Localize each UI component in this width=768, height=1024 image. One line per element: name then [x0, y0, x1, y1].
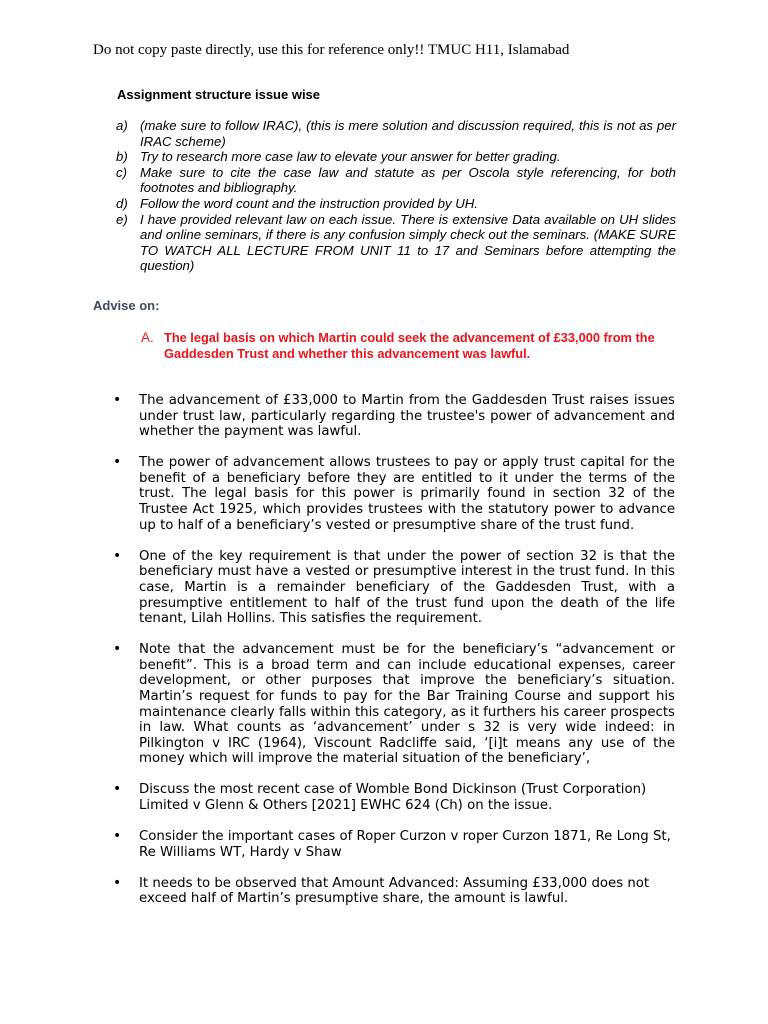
- structure-item-marker: b): [116, 149, 128, 165]
- issue-a-marker: A.: [141, 330, 154, 345]
- header-note: Do not copy paste directly, use this for reference only!! TMUC H11, Islamabad: [93, 42, 570, 58]
- structure-item-text: (make sure to follow IRAC), (this is mere solution and discussion required, this is not as per IRAC scheme): [140, 118, 676, 149]
- bullet-icon: •: [113, 547, 122, 564]
- bullet-text: One of the key requirement is that under the power of section 32 is that the beneficiary must have a vested or presumptive interest in the trust fund. In this case, Martin is a remainder beneficiary of the Gaddesden Trust, with a presumptive entitlement to half of the trust fund upon the death of the life tenant, Lilah Hollins. This satisfies the requirement.: [139, 548, 675, 627]
- bullet-text: The power of advancement allows trustees to pay or apply trust capital for the benefit of a beneficiary before they are entitled to it under the terms of the trust. The legal basis for this power is primarily found in section 32 of the Trustee Act 1925, which provides trustees with the statutory power to advance up to half of a beneficiary’s vested or presumptive share of the trust fund.: [139, 455, 675, 533]
- structure-item-marker: e): [116, 211, 128, 227]
- bullet-item: [113, 642, 675, 767]
- structure-item-marker: d): [116, 195, 128, 211]
- bullet-item: [113, 549, 675, 627]
- structure-item-text: I have provided relevant law on each issue. There is extensive Data available on UH slides and online seminars, if there is any confusion simply check out the seminars. (MAKE SURE TO WATCH ALL LECTURE FROM UNIT 11 to 17 and Seminars before attempting the question): [140, 211, 676, 274]
- structure-item: [116, 196, 676, 212]
- structure-item-text: Try to research more case law to elevate your answer for better grading.: [140, 149, 561, 165]
- bullet-icon: •: [113, 781, 122, 798]
- structure-heading: Assignment structure issue wise: [117, 87, 321, 102]
- structure-item: [116, 212, 676, 274]
- bullet-text: Consider the important cases of Roper Curzon v roper Curzon 1871, Re Long St, Re Williams WT, Hardy v Shaw: [139, 829, 671, 860]
- structure-item: [116, 165, 676, 196]
- issue-a: [141, 330, 661, 362]
- structure-item-text: Make sure to cite the case law and statute as per Oscola style referencing, for both footnotes and bibliography.: [140, 164, 676, 196]
- structure-item-marker: c): [116, 164, 127, 180]
- bullet-item: [113, 782, 675, 813]
- issue-a-text: The legal basis on which Martin could seek the advancement of £33,000 from the Gaddesden Trust and whether this advancement was lawful.: [164, 330, 655, 361]
- bullet-text: The advancement of £33,000 to Martin from the Gaddesden Trust raises issues under trust law, particularly regarding the trustee's power of advancement and whether the payment was lawful.: [139, 393, 675, 440]
- bullet-item: [113, 829, 675, 860]
- structure-item-text: Follow the word count and the instruction provided by UH.: [140, 195, 478, 211]
- bullet-text: It needs to be observed that Amount Advanced: Assuming £33,000 does not exceed half of Martin’s presumptive share, the amount is lawful.: [139, 875, 650, 907]
- bullet-text: Note that the advancement must be for the beneficiary’s “advancement or benefit”. This is a broad term and can include educational expenses, career development, or other purposes that improve the beneficiary’s situation. Martin’s request for funds to pay for the Bar Training Course and support his maintenance clearly falls within this category, as it furthers his career prospects in law. What counts as ‘advancement’ under s 32 is very wide indeed: in Pilkington v IRC (1964), Viscount Radcliffe said, ‘[i]t means any use of the money which will improve the material situation of the beneficiary’,: [139, 642, 675, 767]
- bullet-item: [113, 393, 675, 440]
- structure-item: [116, 118, 676, 149]
- bullet-item: [113, 455, 675, 533]
- bullet-icon: •: [113, 392, 122, 408]
- structure-item: [116, 149, 676, 165]
- bullet-icon: •: [113, 641, 122, 658]
- bullet-icon: •: [113, 874, 122, 891]
- advise-heading: Advise on:: [93, 298, 160, 313]
- structure-item-marker: a): [116, 118, 128, 133]
- bullet-item: [113, 876, 675, 907]
- structure-list: [116, 118, 676, 274]
- bullet-icon: •: [113, 828, 122, 845]
- bullet-text: Discuss the most recent case of Womble Bond Dickinson (Trust Corporation) Limited v Glenn & Others [2021] EWHC 624 (Ch) on the issue.: [139, 782, 647, 814]
- bullet-icon: •: [113, 454, 122, 471]
- analysis-bullet-list: [113, 393, 675, 923]
